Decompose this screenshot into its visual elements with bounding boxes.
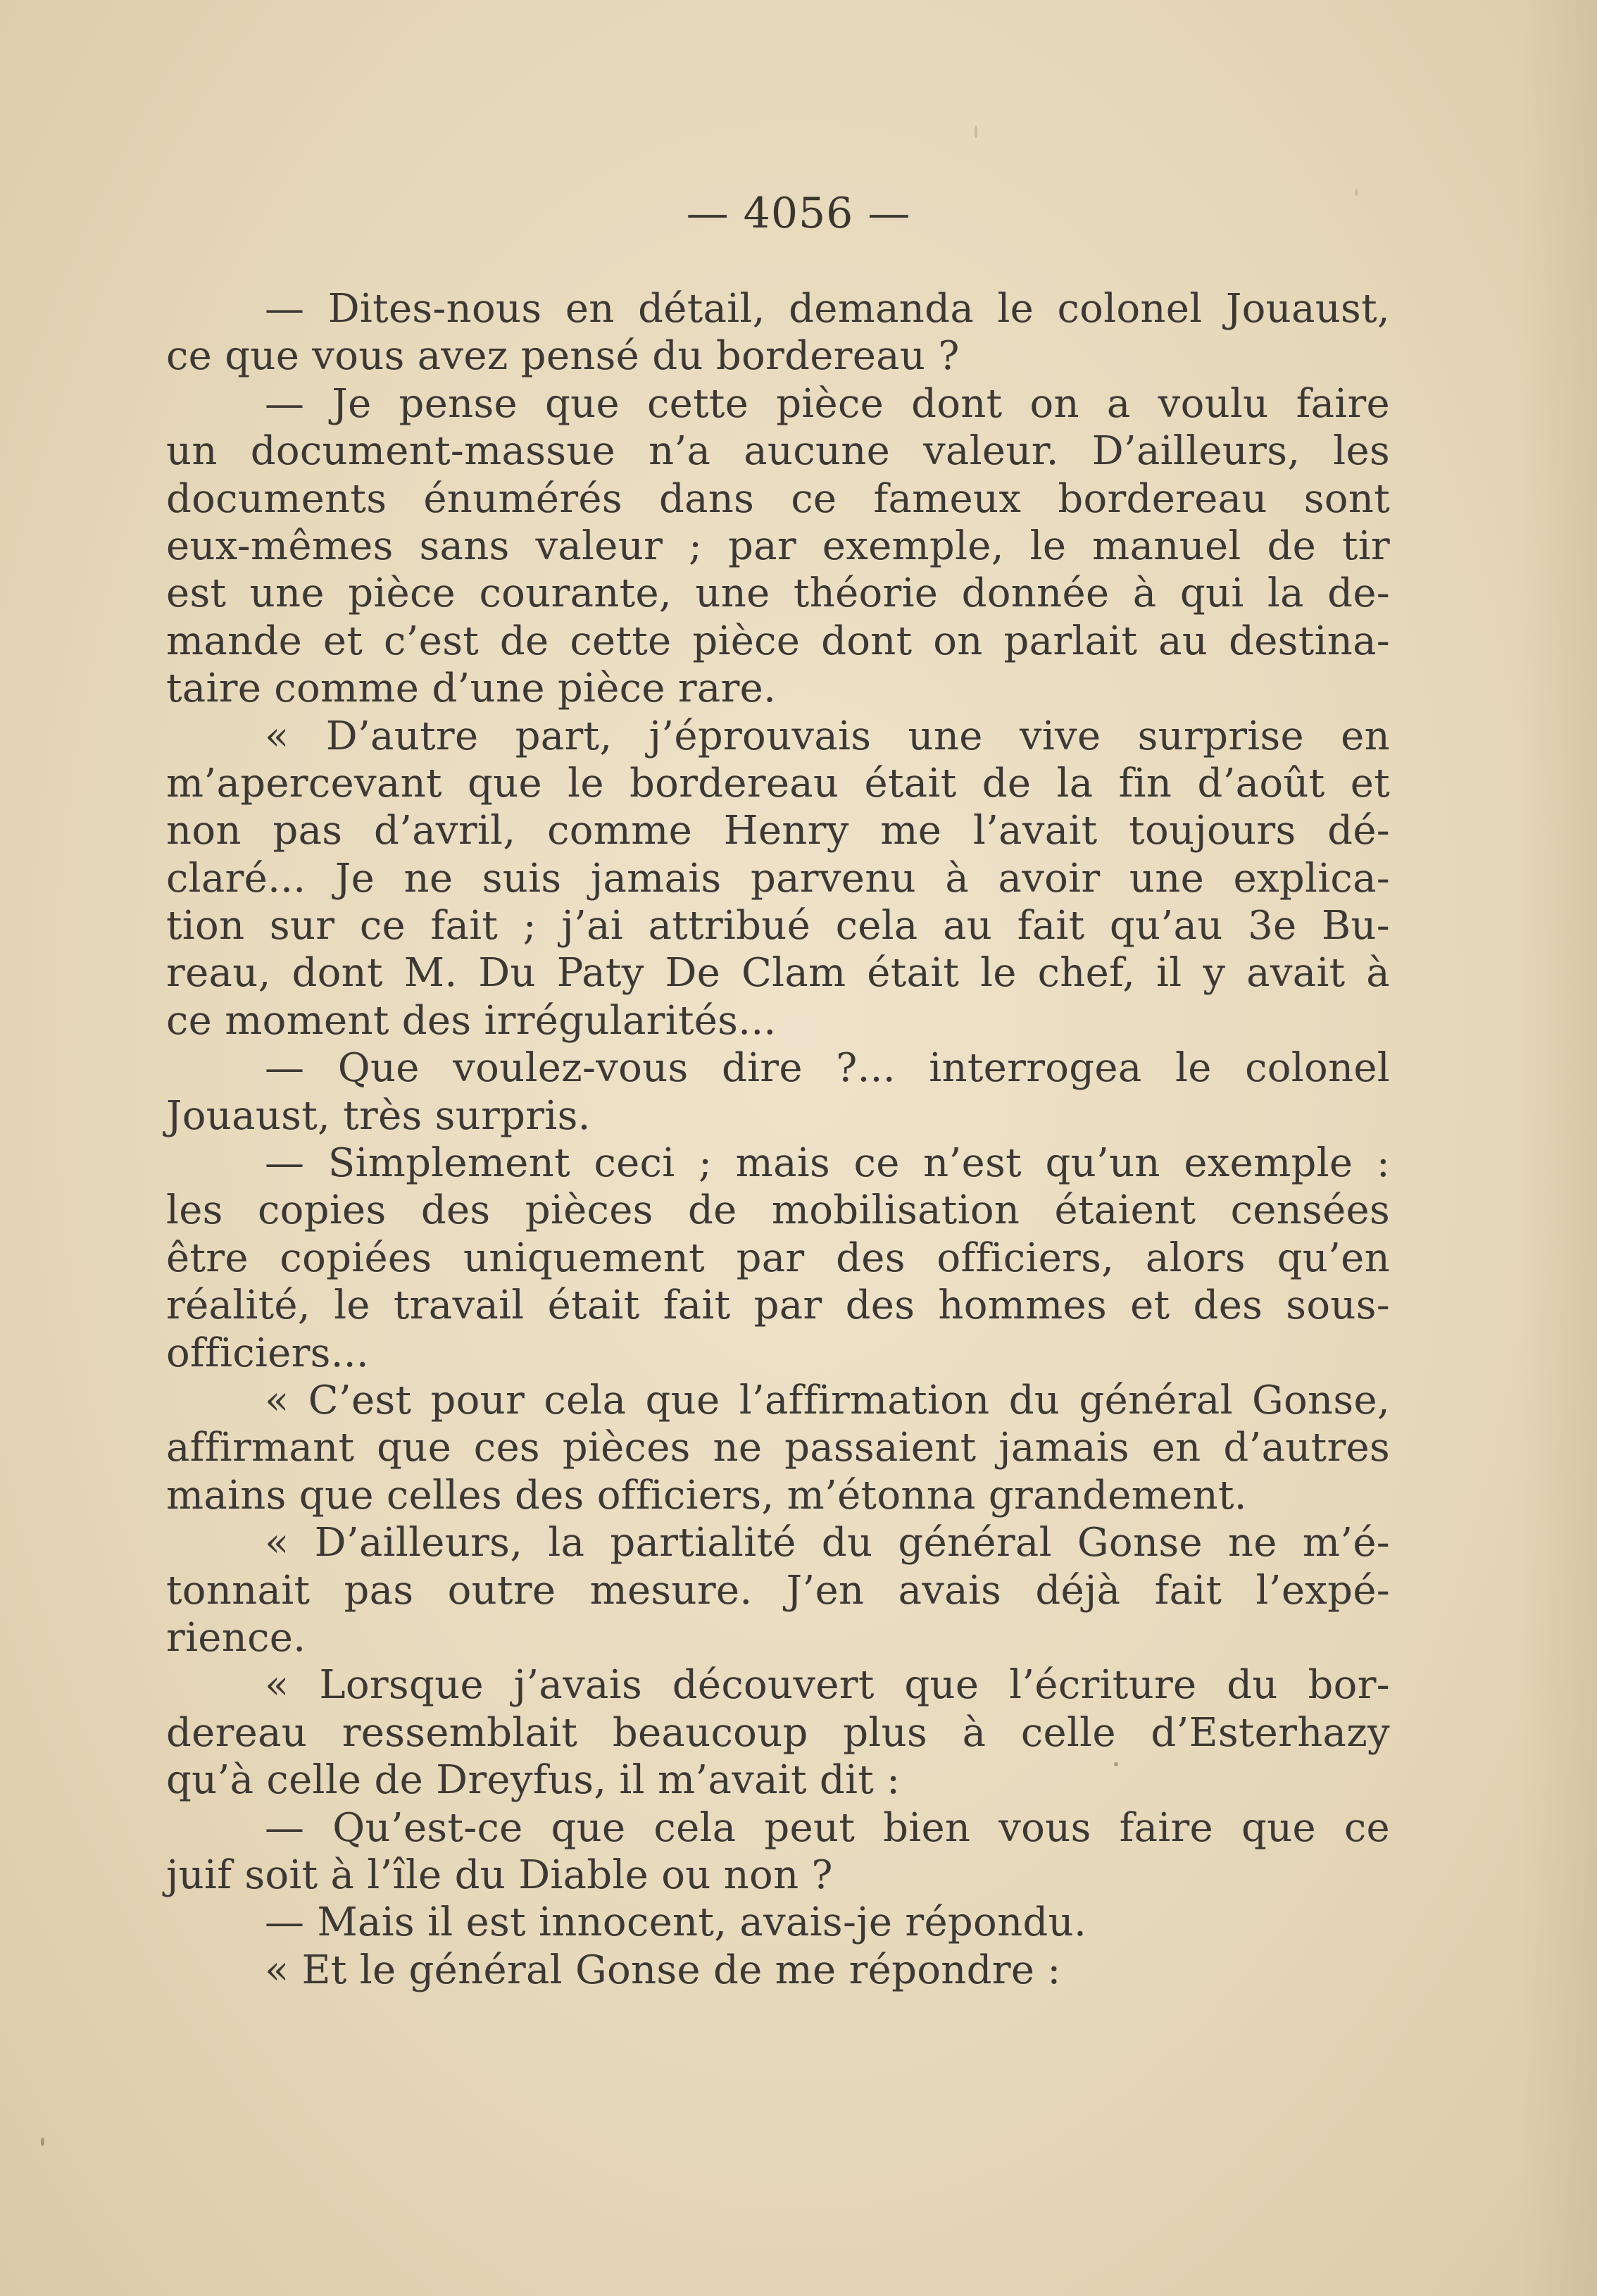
text-line: claré... Je ne suis jamais parvenu à avoir une explica- [166,855,1390,901]
text-line: non pas d’avril, comme Henry me l’avait toujours dé- [166,808,1390,854]
text-line: ce que vous avez pensé du bordereau ? [166,333,960,380]
text-line: — Dites-nous en détail, demanda le colonel Jouaust, [265,286,1390,332]
paper-speck [41,2138,44,2146]
text-line: — Mais il est innocent, avais-je répondu. [265,1899,1087,1946]
text-line: taire comme d’une pièce rare. [166,666,777,712]
text-line: Jouaust, très surpris. [166,1092,591,1139]
text-line: mande et c’est de cette pièce dont on parlait au destina- [166,618,1390,664]
text-line: juif soit à l’île du Diable ou non ? [166,1852,833,1898]
page-number: — 4056 — [686,189,911,238]
text-line: documents énumérés dans ce fameux bordereau sont [166,475,1390,522]
text-line: — Je pense que cette pièce dont on a voulu faire [265,380,1390,427]
text-line: les copies des pièces de mobilisation étaient censées [166,1187,1390,1234]
text-line: m’apercevant que le bordereau était de la fin d’août et [166,760,1390,806]
text-line: réalité, le travail était fait par des hommes et des sous- [166,1283,1390,1329]
text-line: affirmant que ces pièces ne passaient jamais en d’autres [166,1425,1390,1471]
paper-speck [1355,189,1358,196]
text-line: — Que voulez-vous dire ?... interrogea le colonel [265,1045,1390,1092]
text-line: rience. [166,1614,306,1661]
text-line: « C’est pour cela que l’affirmation du général Gonse, [265,1377,1390,1423]
text-line: « D’autre part, j’éprouvais une vive surprise en [265,713,1390,759]
page-edge-shadow [1520,0,1597,2296]
text-line: mains que celles des officiers, m’étonna grandement. [166,1472,1247,1518]
text-line: « Lorsque j’avais découvert que l’écriture du bor- [265,1662,1390,1709]
text-line: tion sur ce fait ; j’ai attribué cela au fait qu’au 3e Bu- [166,903,1390,949]
text-line: « D’ailleurs, la partialité du général Gonse ne m’é- [265,1520,1390,1566]
text-line: eux-mêmes sans valeur ; par exemple, le manuel de tir [166,523,1390,569]
paper-speck [975,125,977,138]
body-text [166,285,1390,1994]
paper-speck [1114,1762,1118,1766]
text-line: ce moment des irrégularités... [166,997,777,1044]
text-line: — Qu’est-ce que cela peut bien vous faire que ce [265,1804,1390,1851]
text-line: officiers... [166,1330,370,1376]
text-line: qu’à celle de Dreyfus, il m’avait dit : [166,1757,901,1804]
text-line: être copiées uniquement par des officiers, alors qu’en [166,1235,1390,1281]
text-line: dereau ressemblait beaucoup plus à celle d’Esterhazy [166,1709,1390,1756]
text-line: — Simplement ceci ; mais ce n’est qu’un exemple : [265,1140,1390,1187]
text-line: tonnait pas outre mesure. J’en avais déjà fait l’expé- [166,1567,1390,1614]
text-line: un document-massue n’a aucune valeur. D’ailleurs, les [166,428,1390,475]
text-line: reau, dont M. Du Paty De Clam était le chef, il y avait à [166,950,1390,997]
text-line: « Et le général Gonse de me répondre : [265,1947,1061,1993]
text-line: est une pièce courante, une théorie donnée à qui la de- [166,570,1390,617]
